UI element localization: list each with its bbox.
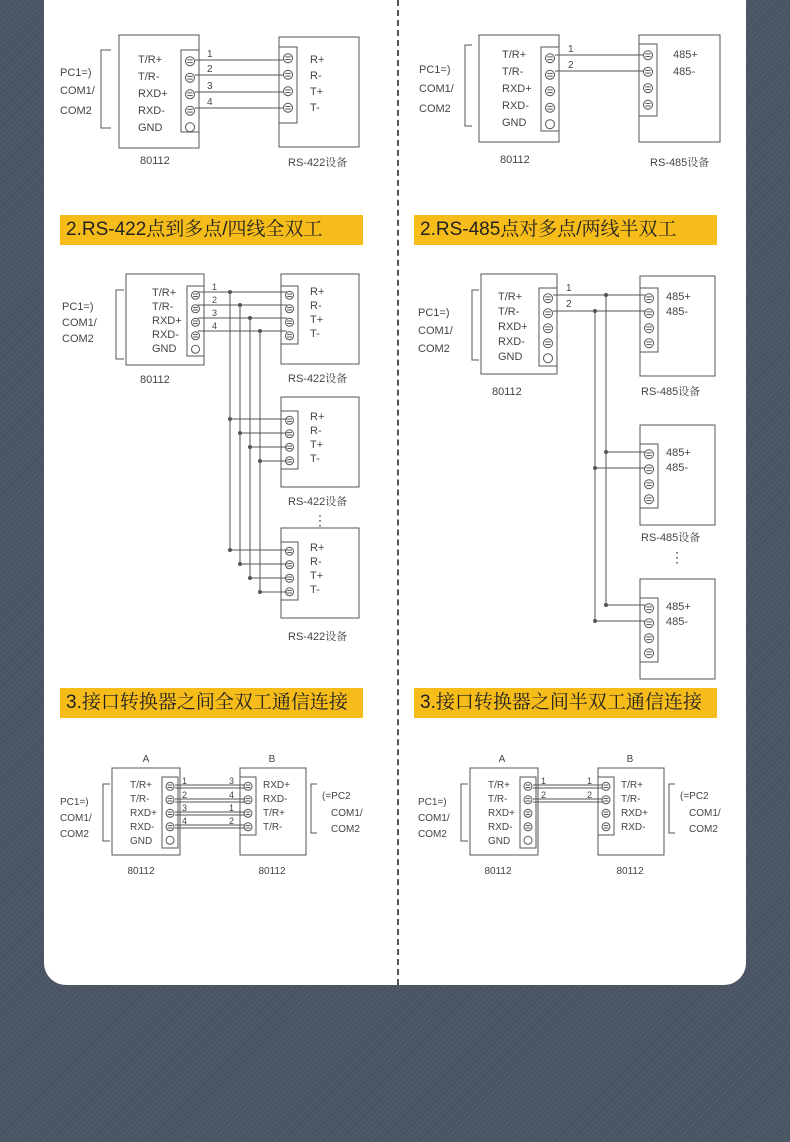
terminal-screw-icon (645, 339, 654, 348)
device-pin-label: 485- (673, 66, 696, 78)
com-label: COM2 (418, 343, 450, 355)
wire-number: 1 (207, 49, 213, 60)
device-label: RS-422设备 (288, 496, 348, 508)
wire-number: 1 (212, 282, 218, 292)
terminal-screw-icon (192, 345, 200, 353)
converter-pin-label: GND (502, 117, 527, 129)
wire-number: 2 (568, 60, 574, 71)
terminal-screw-icon (544, 354, 553, 363)
wire-number: 4 (212, 321, 218, 331)
device-pin-label: R+ (310, 286, 325, 298)
device-pin-label: 485- (666, 616, 689, 628)
terminal-screw-icon (645, 649, 654, 658)
device-label: RS-485设备 (641, 532, 701, 544)
wire-number: 4 (207, 97, 213, 108)
converter-pin-label: RXD- (152, 329, 179, 341)
converter-pin-label: T/R- (138, 71, 160, 83)
wire-number: 1 (587, 776, 593, 786)
converter-pin-label: RXD- (621, 822, 646, 833)
junction-dot (238, 431, 242, 435)
wire-number: 1 (566, 283, 572, 294)
wire-number: 1 (541, 776, 547, 786)
model-label: 80112 (140, 374, 170, 386)
device-pin-label: 485+ (666, 291, 691, 303)
device-pin-label: T- (310, 453, 320, 465)
terminal-screw-icon (166, 836, 174, 844)
com-label: COM1/ (331, 808, 363, 819)
terminal-screw-icon (602, 782, 610, 790)
junction-dot (258, 459, 262, 463)
terminal-screw-icon (244, 823, 252, 831)
converter-pin-label: GND (498, 351, 523, 363)
bracket (103, 784, 110, 841)
com-label: COM1/ (418, 325, 453, 337)
device-label: RS-485设备 (641, 386, 701, 398)
converter-pin-label: T/R+ (263, 808, 285, 819)
terminal-screw-icon (166, 823, 174, 831)
terminal-screw-icon (546, 120, 555, 129)
terminal-screw-icon (284, 54, 293, 63)
terminal-screw-icon (244, 809, 252, 817)
terminal-screw-icon (645, 465, 654, 474)
terminal-screw-icon (644, 51, 653, 60)
com-label: COM1/ (60, 85, 95, 97)
model-label: 80112 (492, 386, 522, 398)
device-pin-label: 485- (666, 306, 689, 318)
terminal-screw-icon (524, 796, 532, 804)
pc2-label: (=PC2 (322, 791, 351, 802)
device-pin-label: T- (310, 102, 320, 114)
device-pin-label: T+ (310, 86, 324, 98)
com-label: COM2 (418, 829, 447, 840)
terminal-screw-icon (186, 90, 195, 99)
heading-full-duplex-link: 3.接口转换器之间全双工通信连接 (60, 688, 363, 718)
com-label: COM2 (60, 829, 89, 840)
terminal-screw-icon (286, 318, 294, 326)
terminal-screw-icon (524, 782, 532, 790)
terminal-screw-icon (284, 103, 293, 112)
terminal-screw-icon (645, 309, 654, 318)
device-pin-label: T+ (310, 439, 324, 451)
bracket (116, 290, 124, 359)
wire-number: 2 (566, 299, 572, 310)
device-label: RS-422设备 (288, 631, 348, 643)
com-label: COM2 (62, 333, 94, 345)
device-pin-label: 485+ (673, 49, 698, 61)
terminal-screw-icon (286, 332, 294, 340)
terminal-screw-icon (546, 103, 555, 112)
device-pin-label: R- (310, 425, 322, 437)
device-label: RS-422设备 (288, 157, 348, 169)
bracket (472, 290, 479, 360)
terminal-screw-icon (645, 480, 654, 489)
ellipsis-icon: ⋮ (670, 549, 684, 565)
terminal-screw-icon (544, 339, 553, 348)
model-label: 80112 (484, 866, 512, 877)
converter-pin-label: GND (152, 343, 177, 355)
terminal-screw-icon (644, 67, 653, 76)
terminal-screw-icon (644, 84, 653, 93)
pc-label: PC1=) (419, 64, 451, 76)
model-label: 80112 (500, 154, 530, 166)
wire-number: 2 (212, 295, 218, 305)
device-pin-label: 485- (666, 462, 689, 474)
bracket (461, 784, 468, 841)
converter-pin-label: T/R+ (498, 291, 523, 303)
device-pin-label: T+ (310, 314, 324, 326)
converter-pin-label: T/R+ (502, 49, 527, 61)
junction-dot (604, 450, 608, 454)
com-label: COM2 (419, 103, 451, 115)
terminal-screw-icon (286, 430, 294, 438)
junction-dot (258, 590, 262, 594)
pc-label: PC1=) (60, 797, 89, 808)
terminal-screw-icon (186, 123, 195, 132)
com-label: COM2 (689, 824, 718, 835)
junction-dot (248, 445, 252, 449)
converter-pin-label: GND (138, 122, 163, 134)
device-pin-label: R- (310, 300, 322, 312)
converter-pin-label: T/R+ (130, 780, 152, 791)
converter-pin-label: T/R+ (152, 287, 177, 299)
terminal-screw-icon (286, 305, 294, 313)
pc-label: PC1=) (418, 797, 447, 808)
model-label: 80112 (258, 866, 286, 877)
terminal-screw-icon (602, 796, 610, 804)
terminal-screw-icon (645, 495, 654, 504)
bracket (669, 784, 675, 833)
terminal-screw-icon (645, 634, 654, 643)
rs485-device-box (640, 425, 715, 525)
wire-number: 1 (568, 44, 574, 55)
com-label: COM1/ (419, 83, 454, 95)
converter-pin-label: RXD+ (502, 83, 532, 95)
terminal-screw-icon (286, 416, 294, 424)
model-label: 80112 (616, 866, 644, 877)
device-pin-label: R+ (310, 542, 325, 554)
terminal-screw-icon (645, 294, 654, 303)
device-pin-label: T- (310, 328, 320, 340)
side-b-label: B (268, 754, 276, 765)
terminal-screw-icon (186, 106, 195, 115)
terminal-screw-icon (524, 809, 532, 817)
junction-dot (228, 417, 232, 421)
terminal-screw-icon (645, 324, 654, 333)
converter-pin-label: RXD+ (138, 88, 168, 100)
heading-rs422-multipoint: 2.RS-422点到多点/四线全双工 (60, 215, 363, 245)
terminal-screw-icon (186, 57, 195, 66)
wire-number: 1 (229, 803, 235, 813)
wire-number: 3 (182, 803, 188, 813)
converter-pin-label: RXD- (488, 822, 513, 833)
converter-pin-label: T/R- (502, 66, 524, 78)
converter-pin-label: RXD- (263, 794, 288, 805)
converter-pin-label: T/R- (498, 306, 520, 318)
pc-label: PC1=) (62, 301, 94, 313)
bracket (465, 45, 472, 126)
junction-dot (604, 603, 608, 607)
pc-label: PC1=) (60, 67, 92, 79)
converter-pin-label: T/R+ (138, 54, 163, 66)
wire-number: 4 (182, 816, 188, 826)
converter-pin-label: RXD+ (130, 808, 157, 819)
wire-number: 3 (212, 308, 218, 318)
converter-pin-label: RXD+ (621, 808, 648, 819)
com-label: COM2 (331, 824, 360, 835)
converter-pin-label: RXD+ (152, 315, 182, 327)
wire-number: 4 (229, 790, 235, 800)
converter-pin-label: T/R- (130, 794, 150, 805)
terminal-screw-icon (286, 561, 294, 569)
converter-pin-label: RXD+ (498, 321, 528, 333)
rs485-device-box (640, 579, 715, 679)
device-pin-label: R+ (310, 411, 325, 423)
wire-number: 2 (229, 816, 235, 826)
converter-pin-label: RXD+ (263, 780, 290, 791)
heading-half-duplex-link: 3.接口转换器之间半双工通信连接 (414, 688, 717, 718)
com-label: COM1/ (60, 813, 92, 824)
terminal-screw-icon (186, 73, 195, 82)
junction-dot (248, 576, 252, 580)
device-pin-label: R+ (310, 54, 325, 66)
converter-pin-label: T/R+ (621, 780, 643, 791)
side-a-label: A (142, 754, 150, 765)
terminal-screw-icon (192, 305, 200, 313)
converter-pin-label: GND (488, 836, 511, 847)
device-pin-label: 485+ (666, 447, 691, 459)
wire-number: 1 (182, 776, 188, 786)
wire-number: 2 (182, 790, 188, 800)
terminal-screw-icon (524, 823, 532, 831)
terminal-screw-icon (546, 87, 555, 96)
terminal-screw-icon (644, 100, 653, 109)
side-a-label: A (498, 754, 506, 765)
converter-pin-label: T/R+ (488, 780, 510, 791)
model-label: 80112 (127, 866, 155, 877)
heading-rs485-multipoint: 2.RS-485点对多点/两线半双工 (414, 215, 717, 245)
terminal-screw-icon (602, 823, 610, 831)
device-pin-label: 485+ (666, 601, 691, 613)
device-label: RS-485设备 (650, 157, 710, 169)
terminal-screw-icon (244, 782, 252, 790)
converter-pin-label: RXD+ (488, 808, 515, 819)
device-pin-label: R- (310, 556, 322, 568)
junction-dot (593, 619, 597, 623)
side-b-label: B (626, 754, 634, 765)
terminal-screw-icon (166, 782, 174, 790)
terminal-screw-icon (286, 547, 294, 555)
terminal-screw-icon (166, 809, 174, 817)
com-label: COM1/ (689, 808, 721, 819)
junction-dot (228, 548, 232, 552)
junction-dot (593, 466, 597, 470)
terminal-screw-icon (645, 604, 654, 613)
com-label: COM1/ (62, 317, 97, 329)
converter-pin-label: RXD- (138, 105, 165, 117)
ellipsis-icon: ⋮ (313, 512, 327, 528)
pc-label: PC1=) (418, 307, 450, 319)
wire-number: 3 (229, 776, 235, 786)
terminal-screw-icon (544, 324, 553, 333)
bracket (311, 784, 317, 833)
converter-pin-label: T/R- (152, 301, 174, 313)
com-label: COM1/ (418, 813, 450, 824)
wire-number: 3 (207, 81, 213, 92)
terminal-screw-icon (244, 796, 252, 804)
terminal-screw-icon (524, 836, 532, 844)
converter-pin-label: RXD- (130, 822, 155, 833)
converter-pin-label: T/R- (263, 822, 283, 833)
device-label: RS-422设备 (288, 373, 348, 385)
terminal-screw-icon (645, 619, 654, 628)
terminal-screw-icon (192, 318, 200, 326)
device-pin-label: T+ (310, 570, 324, 582)
com-label: COM2 (60, 105, 92, 117)
terminal-screw-icon (544, 309, 553, 318)
device-pin-label: R- (310, 70, 322, 82)
terminal-screw-icon (192, 332, 200, 340)
terminal-screw-icon (284, 70, 293, 79)
wire-number: 2 (587, 790, 593, 800)
terminal-screw-icon (166, 796, 174, 804)
terminal-screw-icon (602, 809, 610, 817)
converter-pin-label: RXD- (502, 100, 529, 112)
wire-number: 2 (541, 790, 547, 800)
terminal-screw-icon (645, 450, 654, 459)
device-pin-label: T- (310, 584, 320, 596)
terminal-screw-icon (284, 87, 293, 96)
pc2-label: (=PC2 (680, 791, 709, 802)
converter-pin-label: GND (130, 836, 153, 847)
wire-number: 2 (207, 64, 213, 75)
bracket (101, 50, 111, 128)
converter-pin-label: RXD- (498, 336, 525, 348)
terminal-screw-icon (544, 294, 553, 303)
converter-pin-label: T/R- (621, 794, 641, 805)
junction-dot (238, 562, 242, 566)
terminal-screw-icon (546, 54, 555, 63)
converter-pin-label: T/R- (488, 794, 508, 805)
terminal-screw-icon (546, 70, 555, 79)
model-label: 80112 (140, 155, 170, 167)
